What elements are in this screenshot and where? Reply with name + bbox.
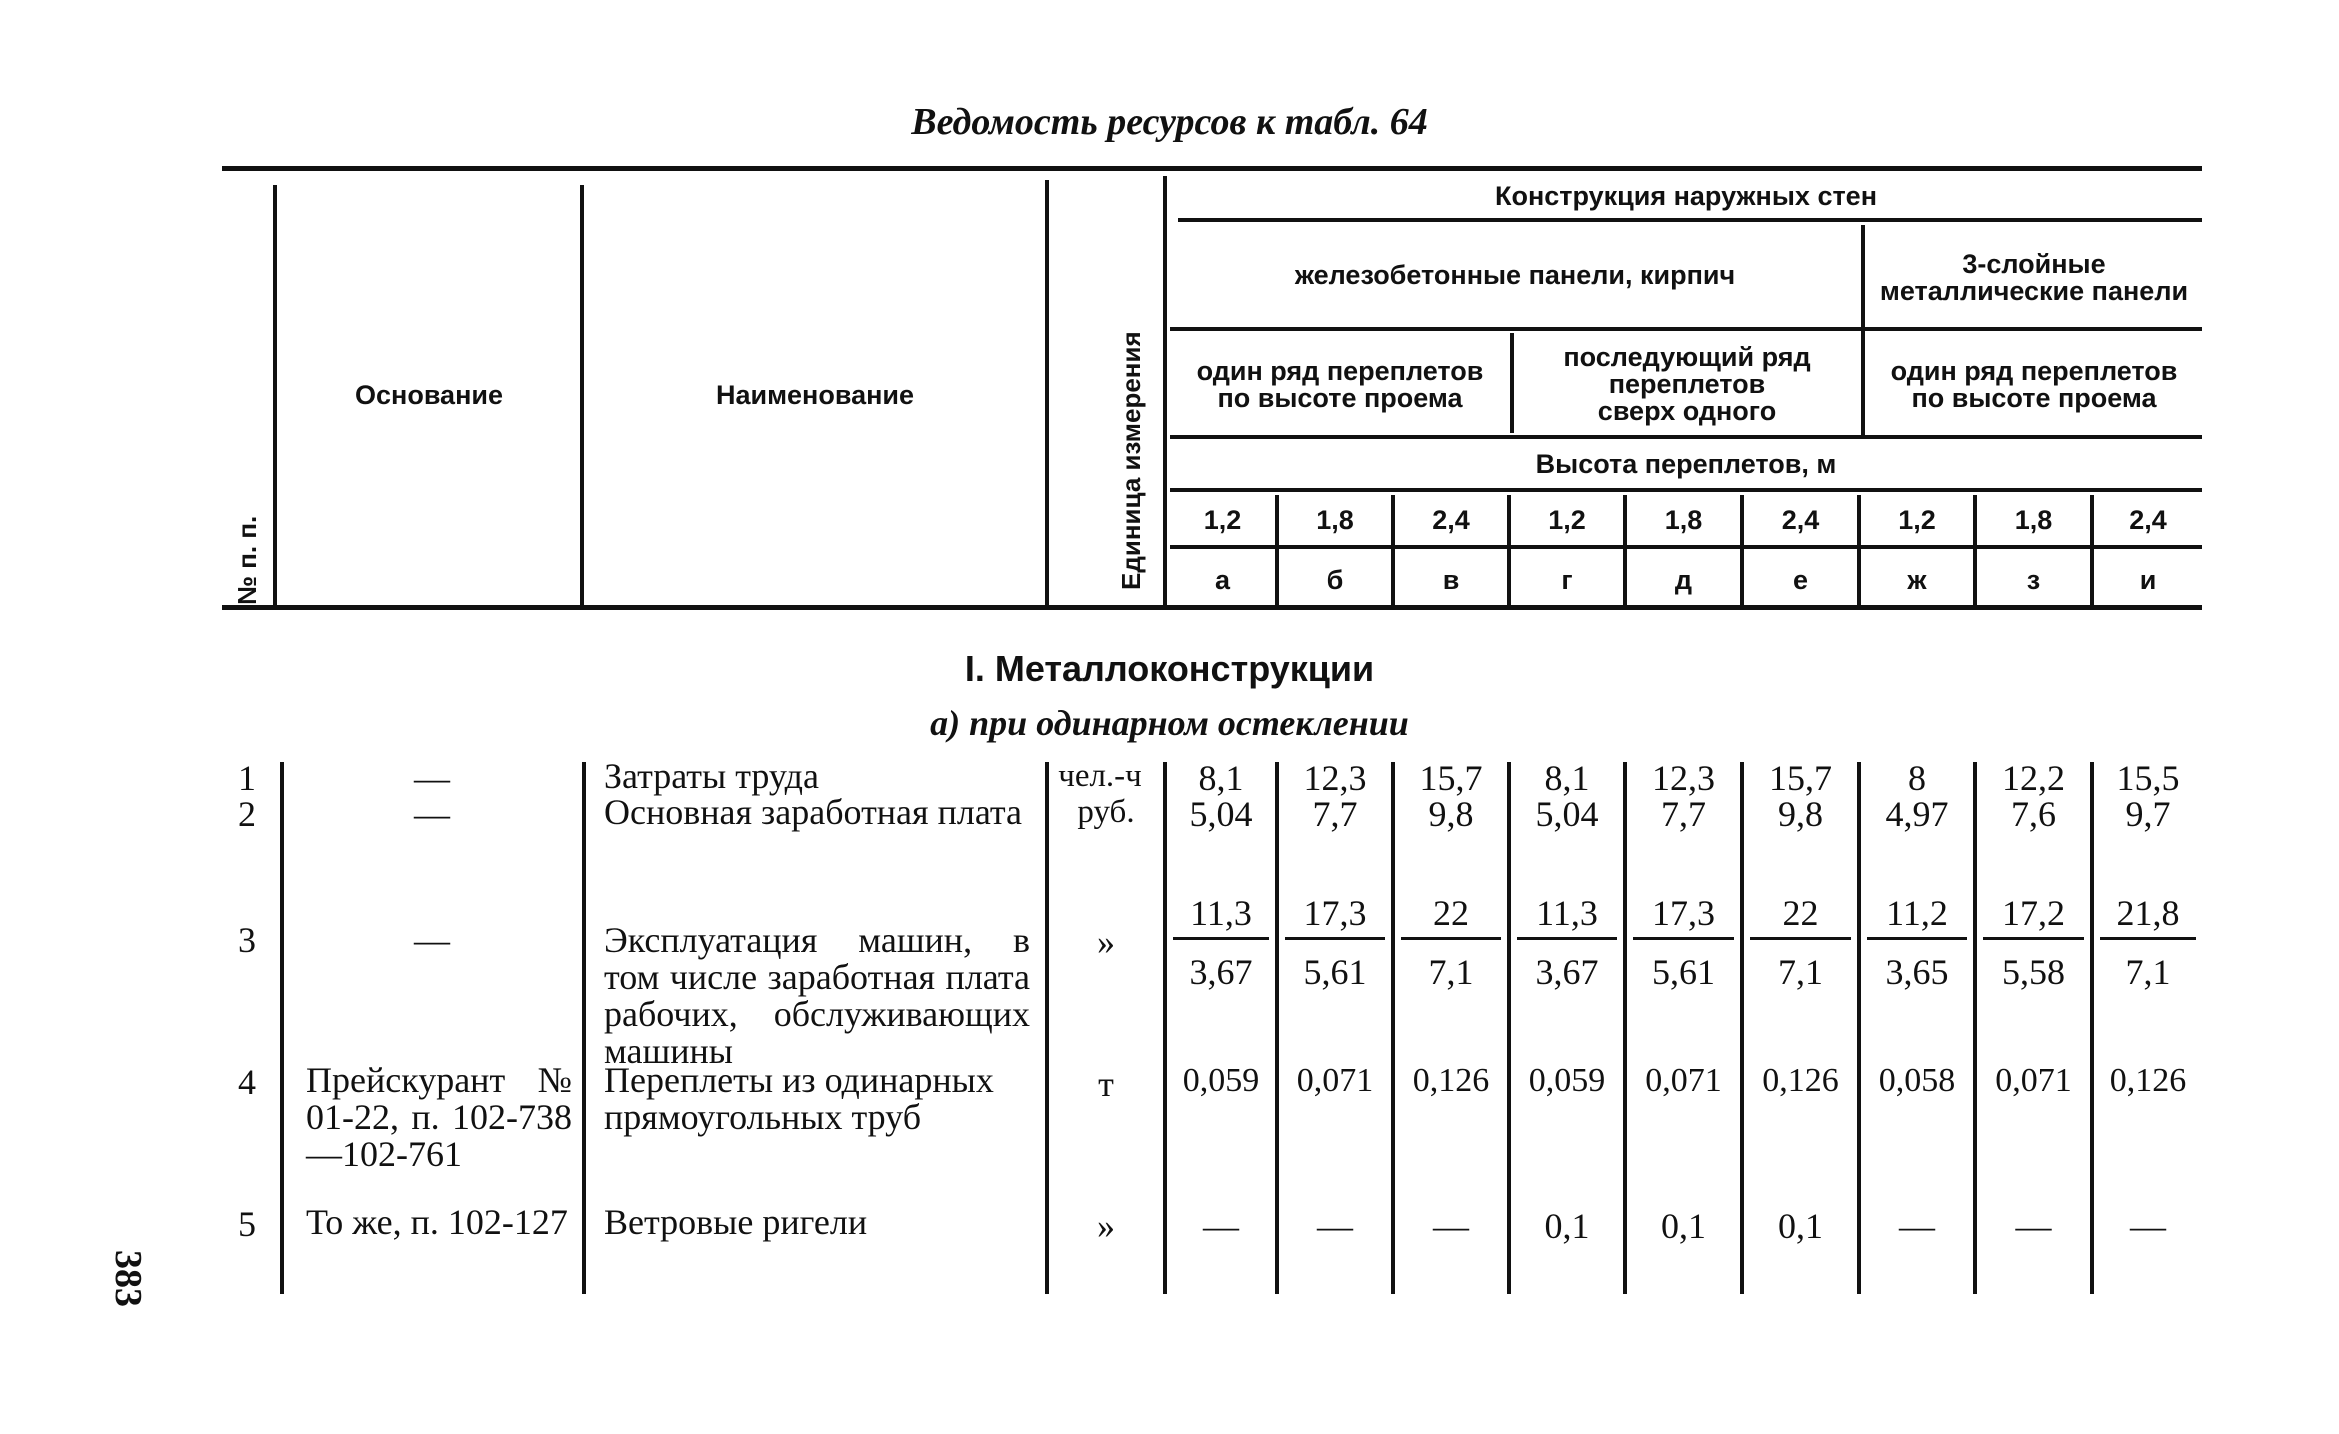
value-cell: —: [1317, 1206, 1353, 1246]
value-cell: —: [2015, 1206, 2052, 1246]
sub1-header: железобетонные панели, кирпич: [1294, 259, 1736, 290]
row-name: Основная заработная плата: [604, 792, 1023, 832]
body-vline-3: [1045, 762, 1049, 1294]
header-vline-4: [1163, 176, 1167, 610]
fraction-top: 17,3: [1652, 893, 1715, 933]
row-number: 4: [238, 1062, 256, 1102]
fraction-bottom: 7,1: [2125, 952, 2171, 992]
fraction-bar: [1633, 937, 1734, 940]
sub1b-header: последующий ряд переплетов сверх одного: [1563, 341, 1811, 426]
fraction-top: 22: [1433, 893, 1469, 933]
fraction-cell: [1861, 895, 1973, 990]
fraction-bar: [1517, 937, 1617, 940]
col-basis-header: Основание: [355, 379, 503, 410]
row-basis: —: [414, 794, 450, 834]
row-unit: руб.: [1077, 794, 1135, 830]
value-cell: 9,8: [1778, 794, 1823, 834]
fraction-bottom: 7,1: [1428, 952, 1474, 992]
value-cell: 12,3: [1652, 758, 1715, 798]
height-value: 1,8: [2014, 504, 2053, 535]
sub2-header: 3-слойные металлические панели: [1879, 249, 2189, 306]
row-unit: »: [1097, 922, 1115, 962]
subsub-rule: [1170, 435, 2202, 439]
fraction-cell: [1279, 895, 1391, 990]
height-label-rule: [1170, 488, 2202, 492]
sub2a-header: один ряд переплетов по высоте проема: [1890, 356, 2178, 413]
section-subtitle: а) при одинарном остеклении: [930, 703, 1409, 743]
fraction-bottom: 5,61: [1652, 952, 1715, 992]
row-name: Затраты труда: [604, 756, 819, 796]
fraction-bar: [1173, 937, 1269, 940]
column-letter: и: [2139, 564, 2157, 595]
fraction-cell: [1744, 895, 1857, 990]
sub1a-header: один ряд переплетов по высоте проема: [1196, 356, 1484, 413]
height-value: 1,8: [1316, 504, 1354, 535]
fraction-bar: [1867, 937, 1967, 940]
fraction-cell: [1511, 895, 1623, 990]
value-cell: 7,6: [2011, 794, 2056, 834]
column-letter: б: [1326, 564, 1344, 595]
fraction-bar: [1285, 937, 1385, 940]
value-cell: 0,071: [1645, 1062, 1722, 1099]
col-no-header: № п. п.: [232, 515, 262, 605]
body-vline-2: [582, 762, 586, 1294]
value-cell: 15,7: [1419, 758, 1483, 798]
value-cell: 12,3: [1303, 758, 1367, 798]
group-header: Конструкция наружных стен: [1494, 180, 1878, 211]
sub-rule: [1170, 327, 2202, 331]
value-cell: 4,97: [1885, 794, 1949, 834]
value-cell: —: [1899, 1206, 1935, 1246]
value-cell: 12,2: [2002, 758, 2065, 798]
body-vline-1: [280, 762, 284, 1294]
fraction-cell: [1395, 895, 1507, 990]
height-value: 1,2: [1203, 504, 1242, 535]
fraction-bar: [1983, 937, 2084, 940]
row-number: 2: [238, 794, 256, 834]
height-value: 2,4: [1781, 504, 1820, 535]
row-number: 5: [238, 1204, 256, 1244]
row-name: Ветровые ригели: [604, 1202, 868, 1242]
fraction-bottom: 3,67: [1535, 952, 1599, 992]
height-value: 2,4: [1432, 504, 1470, 535]
height-value: 1,2: [1548, 504, 1586, 535]
row-unit: »: [1097, 1206, 1115, 1246]
row-basis: То же, п. 102-127: [306, 1202, 568, 1242]
value-cell: 0,059: [1528, 1062, 1606, 1099]
value-cell: 9,7: [2125, 794, 2171, 834]
height-value: 2,4: [2129, 504, 2167, 535]
column-letter: е: [1792, 564, 1809, 595]
value-cell: 8,1: [1198, 758, 1244, 798]
value-cell: 0,1: [1544, 1206, 1590, 1246]
fraction-top: 11,3: [1536, 893, 1598, 933]
value-cell: 0,126: [2109, 1062, 2187, 1099]
row-name: Эксплуатация машин, в том числе заработная плата рабочих, обслуживающих машины: [604, 920, 1030, 1071]
fraction-bar: [1750, 937, 1851, 940]
fraction-cell: [1167, 895, 1275, 990]
value-cell: —: [2130, 1206, 2166, 1246]
fraction-bottom: 7,1: [1778, 952, 1823, 992]
row-basis: Прейскурант № 01-22, п. 102-738—102-761: [306, 1060, 572, 1174]
col-unit-header: Единица измерения: [1116, 331, 1146, 590]
fraction-top: 22: [1782, 893, 1819, 933]
fraction-cell: [1977, 895, 2090, 990]
row-basis: —: [414, 920, 450, 960]
value-cell: 9,8: [1428, 794, 1474, 834]
row-name: Переплеты из одинарных прямоугольных труб: [604, 1060, 994, 1137]
value-cell: —: [1433, 1206, 1469, 1246]
row-basis: —: [414, 758, 450, 798]
fraction-bottom: 5,61: [1303, 952, 1367, 992]
value-cell: —: [1203, 1206, 1239, 1246]
fraction-bottom: 3,67: [1189, 952, 1253, 992]
fraction-bottom: 3,65: [1885, 952, 1949, 992]
fraction-bar: [1401, 937, 1501, 940]
fraction-bottom: 5,58: [2002, 952, 2065, 992]
row-number: 3: [238, 920, 256, 960]
value-cell: 0,126: [1762, 1062, 1839, 1099]
section-title: I. Металлоконструкции: [964, 648, 1375, 689]
header-vline-2: [580, 185, 584, 610]
value-cell: 15,7: [1769, 758, 1832, 798]
table-caption: Ведомость ресурсов к табл. 64: [911, 101, 1428, 143]
value-cell: 7,7: [1661, 794, 1706, 834]
row-unit: чел.-ч: [1058, 758, 1142, 794]
column-letter: ж: [1907, 564, 1927, 595]
column-letter: г: [1561, 564, 1573, 595]
fraction-top: 17,3: [1303, 893, 1367, 933]
value-cell: 8: [1908, 758, 1926, 798]
fraction-top: 17,2: [2002, 893, 2065, 933]
value-cell: 0,058: [1878, 1062, 1956, 1099]
value-cell: 8,1: [1544, 758, 1590, 798]
height-value: 1,8: [1664, 504, 1703, 535]
value-cell: 0,059: [1182, 1062, 1260, 1099]
value-cell: 7,7: [1312, 794, 1358, 834]
row-number: 1: [238, 758, 256, 798]
value-cell: 0,1: [1661, 1206, 1706, 1246]
fraction-bar: [2100, 937, 2196, 940]
value-cell: 0,1: [1778, 1206, 1823, 1246]
value-cell: 15,5: [2116, 758, 2180, 798]
value-cell: 5,04: [1535, 794, 1599, 834]
fraction-top: 11,2: [1886, 893, 1948, 933]
value-cell: 0,126: [1412, 1062, 1490, 1099]
top-rule: [222, 166, 2202, 171]
value-cell: 0,071: [1995, 1062, 2072, 1099]
header-vline-3: [1045, 180, 1049, 610]
fraction-cell: [1627, 895, 1740, 990]
column-letter: з: [2026, 564, 2041, 595]
page-number: 383: [107, 1250, 149, 1307]
column-letter: д: [1674, 564, 1693, 595]
col-name-header: Наименование: [715, 379, 915, 410]
heights-rule: [1170, 545, 2202, 549]
value-cell: 0,071: [1296, 1062, 1374, 1099]
value-cell: 5,04: [1189, 794, 1253, 834]
group-rule: [1178, 218, 2202, 222]
header-bottom-rule: [222, 605, 2202, 610]
column-letter: а: [1214, 564, 1231, 595]
fraction-top: 11,3: [1190, 893, 1252, 933]
row-unit: т: [1098, 1064, 1114, 1104]
column-letter: в: [1442, 564, 1460, 595]
fraction-top: 21,8: [2116, 893, 2180, 933]
header-vline-1: [273, 185, 277, 610]
fraction-cell: [2094, 895, 2202, 990]
height-label: Высота переплетов, м: [1535, 448, 1837, 479]
height-value: 1,2: [1898, 504, 1936, 535]
